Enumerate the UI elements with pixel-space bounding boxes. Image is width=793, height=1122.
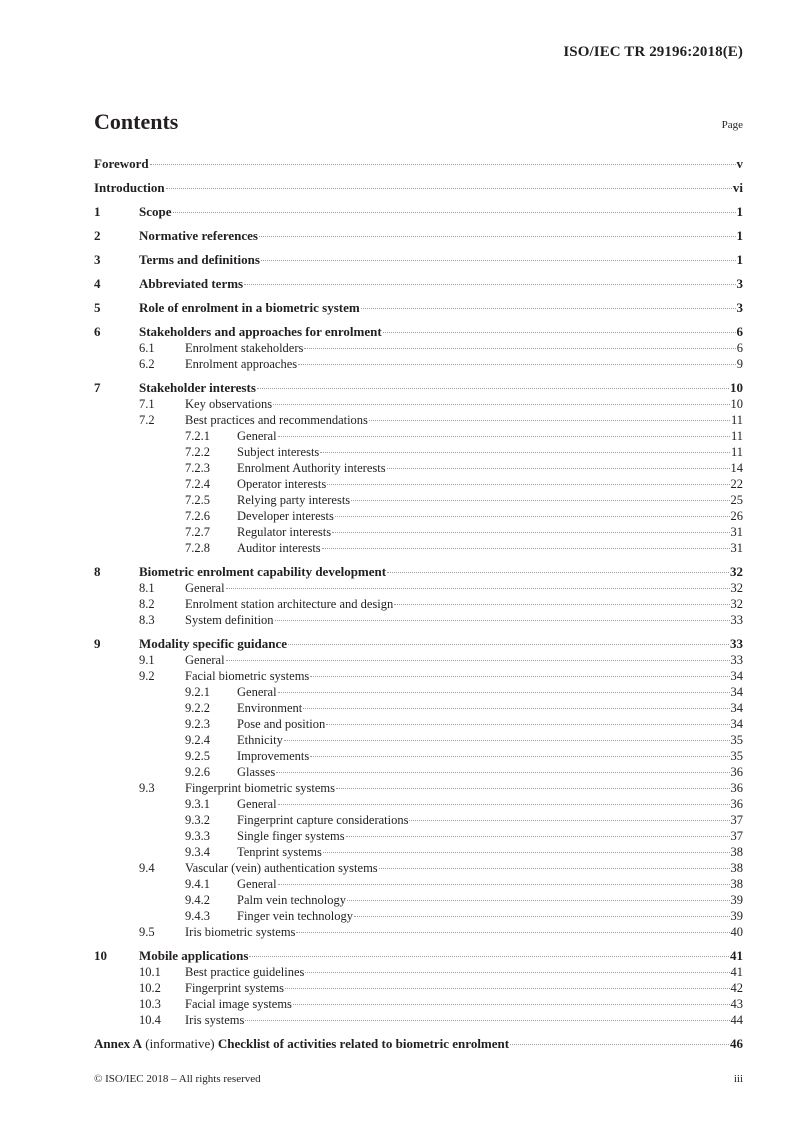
toc-entry-number: 7.2.3 [185,461,210,475]
toc-entry[interactable] [94,1036,743,1052]
toc-entry[interactable] [94,460,743,476]
dot-leader [173,212,736,213]
toc-entry-title: Foreword [94,156,149,171]
toc-entry-number: 8 [94,564,101,579]
toc-entry[interactable] [94,668,743,684]
toc-entry-number: 3 [94,252,101,267]
dot-leader [347,900,729,901]
toc-entry-page: 35 [730,733,743,747]
dot-leader [346,836,730,837]
toc-entry-title: Iris biometric systems [185,925,296,939]
toc-entry[interactable] [94,228,743,244]
dot-leader [387,468,730,469]
toc-entry-number: 10.2 [139,981,161,995]
toc-entry-title: Enrolment stakeholders [185,341,304,355]
dot-leader [336,788,730,789]
toc-entry[interactable] [94,964,743,980]
dot-leader [285,988,730,989]
toc-entry-number: 7.2 [139,413,155,427]
dot-leader [278,436,730,437]
toc-entry-title: Enrolment Authority interests [237,461,386,475]
toc-entry-page: 46 [730,1036,743,1051]
toc-entry-number: 9.4.2 [185,893,210,907]
toc-entry-number: 10.3 [139,997,161,1011]
toc-entry-page: 37 [730,829,743,843]
toc-entry[interactable] [94,156,743,172]
toc-entry[interactable] [94,180,743,196]
toc-entry-title: Introduction [94,180,165,195]
toc-entry-title: Fingerprint systems [185,981,284,995]
dot-leader [257,388,729,389]
toc-entry-page: 44 [730,1013,743,1027]
toc-entry-page: 41 [730,948,743,963]
toc-entry-page: 33 [730,613,743,627]
toc-entry-title: Single finger systems [237,829,345,843]
toc-entry[interactable] [94,892,743,908]
toc-entry[interactable] [94,652,743,668]
toc-entry[interactable] [94,796,743,812]
dot-leader [273,404,729,405]
toc-entry[interactable] [94,996,743,1012]
toc-entry-title: General [237,429,277,443]
toc-entry-number: 7.2.4 [185,477,210,491]
dot-leader [323,852,730,853]
copyright-notice: © ISO/IEC 2018 – All rights reserved [94,1073,261,1085]
dot-leader [293,1004,730,1005]
toc-entry-number: 9.3.2 [185,813,210,827]
toc-entry-title: Regulator interests [237,525,332,539]
dot-leader [226,588,730,589]
toc-entry-title: Facial image systems [185,997,292,1011]
toc-entry-title: Improvements [237,749,310,763]
toc-entry-page: 39 [730,893,743,907]
dot-leader [296,932,729,933]
toc-entry[interactable] [94,396,743,412]
toc-entry[interactable] [94,444,743,460]
dot-leader [361,308,736,309]
toc-entry-number: 9.3.4 [185,845,210,859]
dot-leader [394,604,729,605]
toc-entry-title: Fingerprint biometric systems [185,781,335,795]
toc-entry[interactable] [94,812,743,828]
toc-entry-title: Developer interests [237,509,334,523]
toc-entry-title: Terms and definitions [139,252,260,267]
dot-leader [261,260,736,261]
toc-entry-page: 1 [736,252,743,267]
toc-entry-number: 9.4.3 [185,909,210,923]
toc-entry-number: 9.1 [139,653,155,667]
toc-entry-number: 1 [94,204,101,219]
toc-entry-number: 9.3.3 [185,829,210,843]
dot-leader [226,660,730,661]
toc-entry[interactable] [94,476,743,492]
toc-entry[interactable] [94,948,743,964]
dot-leader [249,956,729,957]
toc-entry-page: 32 [730,581,743,595]
dot-leader [409,820,729,821]
toc-entry-number: 6 [94,324,101,339]
toc-entry-title: Fingerprint capture considerations [237,813,409,827]
dot-leader [510,1044,729,1045]
toc-entry-title: Enrolment station architecture and design [185,597,394,611]
toc-entry-title: General [185,581,225,595]
toc-entry-title: Palm vein technology [237,893,347,907]
toc-entry-title: Finger vein technology [237,909,353,923]
dot-leader [310,676,729,677]
toc-entry-page: 26 [730,509,743,523]
toc-entry-title: System definition [185,613,274,627]
toc-entry-number: 7.2.2 [185,445,210,459]
toc-entry[interactable] [94,612,743,628]
toc-entry[interactable] [94,596,743,612]
toc-entry-number: 8.2 [139,597,155,611]
dot-leader [259,236,736,237]
dot-leader [288,644,729,645]
toc-entry-title: Subject interests [237,445,320,459]
toc-entry[interactable] [94,204,743,220]
toc-entry-title: Mobile applications [139,948,249,963]
toc-entry-number: 10.1 [139,965,161,979]
toc-entry-title: Annex A (informative) Checklist of activities related to biometric enrolment [94,1036,510,1051]
toc-entry-title: Glasses [237,765,276,779]
toc-entry-number: 7.2.6 [185,509,210,523]
toc-entry-page: 10 [730,397,743,411]
toc-entry-number: 4 [94,276,101,291]
toc-entry[interactable] [94,340,743,356]
toc-entry-number: 9.4 [139,861,155,875]
toc-entry-number: 5 [94,300,101,315]
table-of-contents [94,156,743,1052]
toc-entry-number: 9.2.2 [185,701,210,715]
toc-entry-title: Relying party interests [237,493,351,507]
toc-entry[interactable] [94,356,743,372]
toc-entry-page: 6 [736,324,743,339]
toc-entry-title: Biometric enrolment capability development [139,564,387,579]
toc-entry-title: General [237,877,277,891]
toc-entry[interactable] [94,412,743,428]
dot-leader [278,804,730,805]
toc-entry-page: 31 [730,541,743,555]
toc-entry[interactable] [94,748,743,764]
toc-entry[interactable] [94,300,743,316]
toc-entry-page: 42 [730,981,743,995]
toc-entry-page: 39 [730,909,743,923]
toc-entry[interactable] [94,844,743,860]
dot-leader [335,516,730,517]
toc-entry[interactable] [94,276,743,292]
toc-entry-number: 9.2.1 [185,685,210,699]
toc-entry-page: 11 [730,413,743,427]
dot-leader [304,348,735,349]
toc-entry-number: 9.5 [139,925,155,939]
dot-leader [298,364,736,365]
toc-entry-number: 7.2.8 [185,541,210,555]
toc-entry-number: 6.1 [139,341,155,355]
toc-entry-title: Best practices and recommendations [185,413,368,427]
toc-entry-number: 9.4.1 [185,877,210,891]
toc-entry-title: Tenprint systems [237,845,322,859]
dot-leader [354,916,730,917]
toc-entry-title: Pose and position [237,717,326,731]
toc-entry-title: Role of enrolment in a biometric system [139,300,360,315]
toc-entry-number: 9.2.4 [185,733,210,747]
toc-entry-title: Abbreviated terms [139,276,244,291]
toc-entry-page: 14 [730,461,743,475]
toc-entry-number: 9 [94,636,101,651]
toc-entry-page: 3 [736,276,743,291]
toc-entry[interactable] [94,636,743,652]
toc-entry-page: 38 [730,861,743,875]
toc-entry-number: 9.3.1 [185,797,210,811]
dot-leader [276,772,729,773]
dot-leader [351,500,729,501]
toc-entry-title: Stakeholder interests [139,380,256,395]
dot-leader [284,740,730,741]
toc-entry-title: Normative references [139,228,258,243]
toc-entry-page: 11 [730,445,743,459]
toc-entry-page: 31 [730,525,743,539]
toc-entry-number: 10 [94,948,107,963]
toc-entry-page: 34 [730,685,743,699]
toc-entry-page: 32 [730,564,743,579]
toc-entry[interactable] [94,980,743,996]
toc-entry[interactable] [94,380,743,396]
dot-leader [327,484,729,485]
dot-leader [150,164,736,165]
toc-entry-title: Stakeholders and approaches for enrolment [139,324,382,339]
toc-entry[interactable] [94,508,743,524]
toc-entry-page: 43 [730,997,743,1011]
toc-entry-title: Enrolment approaches [185,357,298,371]
toc-entry-title: Operator interests [237,477,327,491]
toc-entry-number: 2 [94,228,101,243]
toc-entry[interactable] [94,324,743,340]
toc-entry[interactable] [94,876,743,892]
toc-entry[interactable] [94,716,743,732]
toc-entry-title: Facial biometric systems [185,669,310,683]
toc-entry-number: 7.2.5 [185,493,210,507]
toc-entry[interactable] [94,428,743,444]
toc-entry-page: 3 [736,300,743,315]
toc-entry-page: 33 [730,653,743,667]
toc-entry-number: 7.2.7 [185,525,210,539]
dot-leader [310,756,729,757]
toc-entry-page: vi [732,180,743,195]
toc-entry[interactable] [94,564,743,580]
toc-entry-number: 9.2.6 [185,765,210,779]
dot-leader [245,1020,729,1021]
page-column-label: Page [721,119,743,131]
toc-entry-number: 9.2.3 [185,717,210,731]
toc-entry-page: 1 [736,204,743,219]
toc-entry-page: 25 [730,493,743,507]
dot-leader [369,420,730,421]
page-number: iii [733,1073,743,1085]
toc-entry[interactable] [94,732,743,748]
toc-entry-title: Key observations [185,397,273,411]
toc-entry-page: 6 [736,341,743,355]
toc-entry-page: 36 [730,781,743,795]
toc-entry-page: 10 [730,380,743,395]
toc-entry-page: 36 [730,797,743,811]
toc-entry-page: 32 [730,597,743,611]
toc-entry-page: 41 [730,965,743,979]
toc-entry-page: 34 [730,701,743,715]
dot-leader [322,548,730,549]
dot-leader [275,620,730,621]
toc-entry-title: Auditor interests [237,541,321,555]
toc-entry-page: 33 [730,636,743,651]
toc-entry-number: 7.2.1 [185,429,210,443]
toc-entry-title: Vascular (vein) authentication systems [185,861,378,875]
toc-entry[interactable] [94,524,743,540]
dot-leader [387,572,729,573]
toc-entry[interactable] [94,492,743,508]
dot-leader [278,692,730,693]
dot-leader [326,724,729,725]
dot-leader [278,884,730,885]
toc-entry[interactable] [94,580,743,596]
toc-entry-page: 34 [730,717,743,731]
toc-entry-page: 35 [730,749,743,763]
toc-entry-title: General [185,653,225,667]
toc-entry-number: 6.2 [139,357,155,371]
toc-entry-title: Environment [237,701,303,715]
toc-entry-number: 9.2 [139,669,155,683]
toc-entry-title: Scope [139,204,172,219]
dot-leader [332,532,729,533]
toc-entry-page: 11 [730,429,743,443]
toc-entry-number: 7 [94,380,101,395]
toc-entry[interactable] [94,860,743,876]
toc-entry-page: 38 [730,845,743,859]
toc-entry[interactable] [94,1012,743,1028]
dot-leader [166,188,732,189]
dot-leader [379,868,730,869]
toc-entry-page: 40 [730,925,743,939]
document-id: ISO/IEC TR 29196:2018(E) [563,44,743,60]
toc-entry-number: 7.1 [139,397,155,411]
toc-entry-page: 9 [736,357,743,371]
toc-entry-number: 9.3 [139,781,155,795]
toc-entry-title: General [237,797,277,811]
toc-entry-title: Ethnicity [237,733,283,747]
toc-entry-page: 34 [730,669,743,683]
toc-entry[interactable] [94,764,743,780]
dot-leader [244,284,735,285]
toc-entry[interactable] [94,908,743,924]
toc-entry-page: 36 [730,765,743,779]
toc-entry[interactable] [94,540,743,556]
dot-leader [303,708,729,709]
toc-entry[interactable] [94,700,743,716]
toc-entry-page: 22 [730,477,743,491]
dot-leader [305,972,729,973]
toc-entry[interactable] [94,684,743,700]
dot-leader [320,452,730,453]
toc-entry-number: 8.1 [139,581,155,595]
toc-entry[interactable] [94,924,743,940]
toc-entry-title: Iris systems [185,1013,245,1027]
page-title: Contents [94,109,179,134]
toc-entry-title: Best practice guidelines [185,965,305,979]
toc-entry-page: 38 [730,877,743,891]
toc-entry-number: 9.2.5 [185,749,210,763]
toc-entry-number: 8.3 [139,613,155,627]
dot-leader [383,332,736,333]
toc-entry-title: Modality specific guidance [139,636,288,651]
toc-entry[interactable] [94,828,743,844]
toc-entry-number: 10.4 [139,1013,161,1027]
toc-entry[interactable] [94,252,743,268]
toc-entry-page: v [736,156,743,171]
toc-entry-page: 37 [730,813,743,827]
toc-entry-page: 1 [736,228,743,243]
toc-entry-title: General [237,685,277,699]
toc-entry[interactable] [94,780,743,796]
